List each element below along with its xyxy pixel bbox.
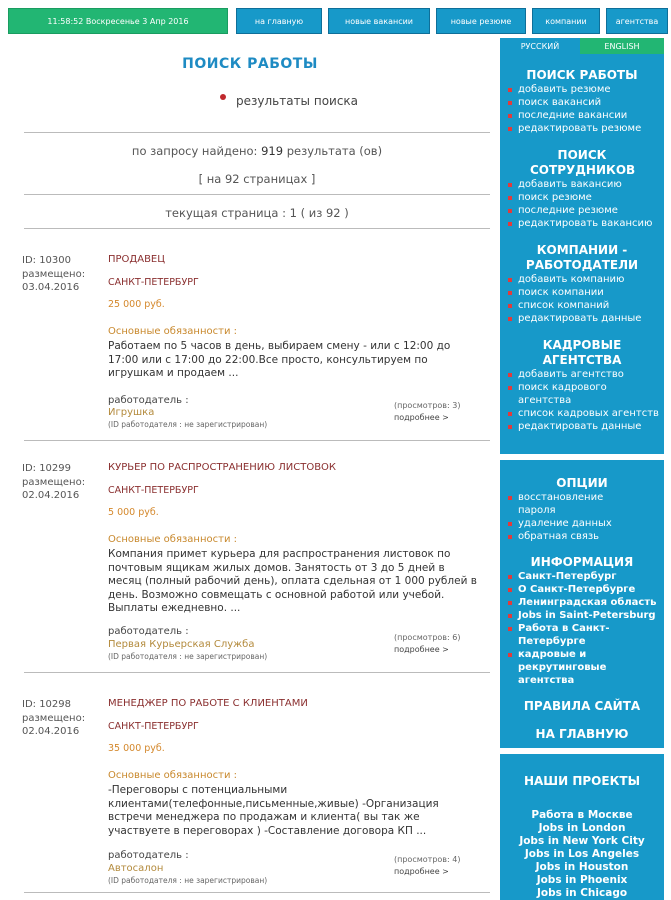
nav-home-button[interactable]: на главную: [236, 8, 322, 34]
language-tabs: [500, 38, 664, 54]
sidebar-item-agency-list[interactable]: список кадровых агентств: [500, 407, 664, 420]
sidebar-item-edit-company[interactable]: редактировать данные: [500, 312, 664, 325]
lang-en-tab[interactable]: ENGLISH: [580, 38, 664, 54]
job-description: Компания примет курьера для распространения листовок по почтовым ящикам жилых домов. Занятость от 3 до 5 дней в месяц (полный рабочий день), оплата сдельная от 1 000 рублей в день. Возможно совмещать с основной работой или учебой. Выплаты ежедневно. ...: [108, 548, 477, 614]
sidebar-item-add-agency[interactable]: добавить агентство: [500, 368, 664, 381]
sidebar-projects: [500, 754, 664, 900]
sidebar-main-menu: [500, 54, 664, 454]
project-link-chicago[interactable]: Jobs in Chicago: [536, 887, 628, 899]
sidebar-item-search-vacancies[interactable]: поиск вакансий: [500, 96, 664, 109]
employer-label: работодатель :: [108, 850, 189, 861]
sidebar-heading-agencies: КАДРОВЫЕ АГЕНТСТВА: [542, 338, 622, 367]
posted-label: размещено:: [22, 269, 86, 280]
nav-new-vacancies-button[interactable]: новые вакансии: [328, 8, 430, 34]
lang-ru-tab[interactable]: РУССКИЙ: [500, 38, 580, 54]
job-city: САНКТ-ПЕТЕРБУРГ: [108, 721, 199, 732]
divider: [24, 892, 490, 893]
sidebar-rules-link[interactable]: ПРАВИЛА САЙТА: [523, 699, 641, 713]
sidebar-item-delete-data[interactable]: удаление данных: [500, 517, 664, 530]
current-page: текущая страница : 1 ( из 92 ): [165, 206, 349, 220]
employer-label: работодатель :: [108, 395, 189, 406]
job-title-link[interactable]: ПРОДАВЕЦ: [108, 254, 166, 265]
sidebar-item-work-spb[interactable]: Работа в Санкт-Петербурге: [500, 622, 664, 648]
divider: [24, 194, 490, 195]
divider: [24, 228, 490, 229]
sidebar-item-edit-agency[interactable]: редактировать данные: [500, 420, 664, 433]
sidebar-item-edit-resume[interactable]: редактировать резюме: [500, 122, 664, 135]
sidebar-item-leningrad-region[interactable]: Ленинградская область: [500, 596, 664, 609]
employer-label: работодатель :: [108, 626, 189, 637]
sidebar-item-recruiting-agencies[interactable]: кадровые и рекрутинговые агентства: [500, 648, 664, 687]
employer-note: (ID работодателя : не зарегистрирован): [108, 652, 268, 661]
more-link[interactable]: подробнее >: [394, 867, 449, 876]
job-salary: 35 000 руб.: [108, 743, 165, 754]
views-count: (просмотров: 3): [394, 401, 461, 410]
duties-label: Основные обязанности :: [108, 770, 237, 781]
posted-date: 02.04.2016: [22, 490, 80, 501]
sidebar-item-add-resume[interactable]: добавить резюме: [500, 83, 664, 96]
pages-count: [ на 92 страницах ]: [198, 172, 316, 186]
sidebar-item-jobs-spb[interactable]: Jobs in Saint-Petersburg: [500, 609, 664, 622]
employer-note: (ID работодателя : не зарегистрирован): [108, 420, 268, 429]
sidebar-heading-info: ИНФОРМАЦИЯ: [530, 555, 634, 569]
bullet-icon: [220, 94, 226, 100]
job-id: ID: 10300: [22, 255, 72, 266]
sidebar-item-add-company[interactable]: добавить компанию: [500, 273, 664, 286]
employer-link[interactable]: Первая Курьерская Служба: [108, 639, 255, 650]
found-prefix: по запросу найдено:: [131, 144, 258, 158]
project-link-moscow[interactable]: Работа в Москве: [531, 809, 633, 821]
views-count: (просмотров: 4): [394, 855, 461, 864]
sidebar-item-spb[interactable]: Санкт-Петербург: [500, 570, 664, 583]
job-description: Работаем по 5 часов в день, выбираем смену - или с 12:00 до 17:00 или с 17:00 до 22:00.Все просто, консультируем по игрушкам и продаем ...: [108, 340, 451, 379]
posted-date: 02.04.2016: [22, 726, 80, 737]
sidebar-heading-options: ОПЦИИ: [556, 476, 608, 490]
sidebar-item-add-vacancy[interactable]: добавить вакансию: [500, 178, 664, 191]
sidebar-home-link[interactable]: НА ГЛАВНУЮ: [535, 727, 629, 741]
nav-companies-button[interactable]: компании: [532, 8, 600, 34]
found-summary: [24, 144, 490, 158]
views-count: (просмотров: 6): [394, 633, 461, 642]
job-title-link[interactable]: КУРЬЕР ПО РАСПРОСТРАНЕНИЮ ЛИСТОВОК: [108, 462, 337, 473]
job-title-link[interactable]: МЕНЕДЖЕР ПО РАБОТЕ С КЛИЕНТАМИ: [108, 698, 308, 709]
employer-link[interactable]: Игрушка: [108, 407, 155, 418]
job-salary: 25 000 руб.: [108, 299, 165, 310]
divider: [24, 132, 490, 133]
sidebar-heading-projects: НАШИ ПРОЕКТЫ: [523, 774, 641, 788]
job-description: -Переговоры с потенциальными клиентами(телефонные,письменные,живые) -Организация встречи менеджера по продажам и клиента( вы так же участвуете в переговорах ) -Составление договора КП ...: [108, 784, 439, 837]
duties-label: Основные обязанности :: [108, 326, 237, 337]
project-link-nyc[interactable]: Jobs in New York City: [519, 835, 645, 847]
sidebar-heading-companies: КОМПАНИИ - РАБОТОДАТЕЛИ: [525, 243, 639, 272]
sidebar-item-latest-vacancies[interactable]: последние вакансии: [500, 109, 664, 122]
sidebar-item-search-company[interactable]: поиск компании: [500, 286, 664, 299]
job-city: САНКТ-ПЕТЕРБУРГ: [108, 485, 199, 496]
project-link-houston[interactable]: Jobs in Houston: [535, 861, 629, 873]
search-results-link[interactable]: результаты поиска: [236, 94, 359, 108]
sidebar-heading-job-search: ПОИСК РАБОТЫ: [526, 68, 638, 82]
duties-label: Основные обязанности :: [108, 534, 237, 545]
found-suffix: результата (ов): [286, 144, 383, 158]
job-city: САНКТ-ПЕТЕРБУРГ: [108, 277, 199, 288]
sidebar-item-company-list[interactable]: список компаний: [500, 299, 664, 312]
page-title: ПОИСК РАБОТЫ: [182, 56, 318, 72]
project-link-phoenix[interactable]: Jobs in Phoenix: [536, 874, 628, 886]
nav-new-resumes-button[interactable]: новые резюме: [436, 8, 526, 34]
sidebar-item-latest-resumes[interactable]: последние резюме: [500, 204, 664, 217]
posted-date: 03.04.2016: [22, 282, 80, 293]
job-id: ID: 10299: [22, 463, 72, 474]
project-link-la[interactable]: Jobs in Los Angeles: [524, 848, 640, 860]
more-link[interactable]: подробнее >: [394, 413, 449, 422]
sidebar-item-search-agency[interactable]: поиск кадрового агентства: [500, 381, 664, 407]
job-id: ID: 10298: [22, 699, 72, 710]
posted-label: размещено:: [22, 713, 86, 724]
posted-label: размещено:: [22, 477, 86, 488]
divider: [24, 672, 490, 673]
sidebar-options-menu: [500, 460, 664, 748]
employer-note: (ID работодателя : не зарегистрирован): [108, 876, 268, 885]
nav-agencies-button[interactable]: агентства: [606, 8, 668, 34]
sidebar-item-edit-vacancy[interactable]: редактировать вакансию: [500, 217, 664, 230]
divider: [24, 440, 490, 441]
sidebar-item-feedback[interactable]: обратная связь: [500, 530, 664, 543]
sidebar-heading-staff-search: ПОИСК СОТРУДНИКОВ: [530, 148, 636, 177]
more-link[interactable]: подробнее >: [394, 645, 449, 654]
found-count: 919: [261, 144, 284, 158]
sidebar-item-search-resume[interactable]: поиск резюме: [500, 191, 664, 204]
datetime-display: 11:58:52 Воскресенье 3 Апр 2016: [8, 8, 228, 34]
sidebar-item-restore-password[interactable]: восстановление пароля: [500, 491, 664, 517]
job-salary: 5 000 руб.: [108, 507, 159, 518]
project-link-london[interactable]: Jobs in London: [538, 822, 626, 834]
employer-link[interactable]: Автосалон: [108, 863, 164, 874]
top-bar: [8, 8, 668, 34]
sidebar-item-about-spb[interactable]: О Санкт-Петербурге: [500, 583, 664, 596]
